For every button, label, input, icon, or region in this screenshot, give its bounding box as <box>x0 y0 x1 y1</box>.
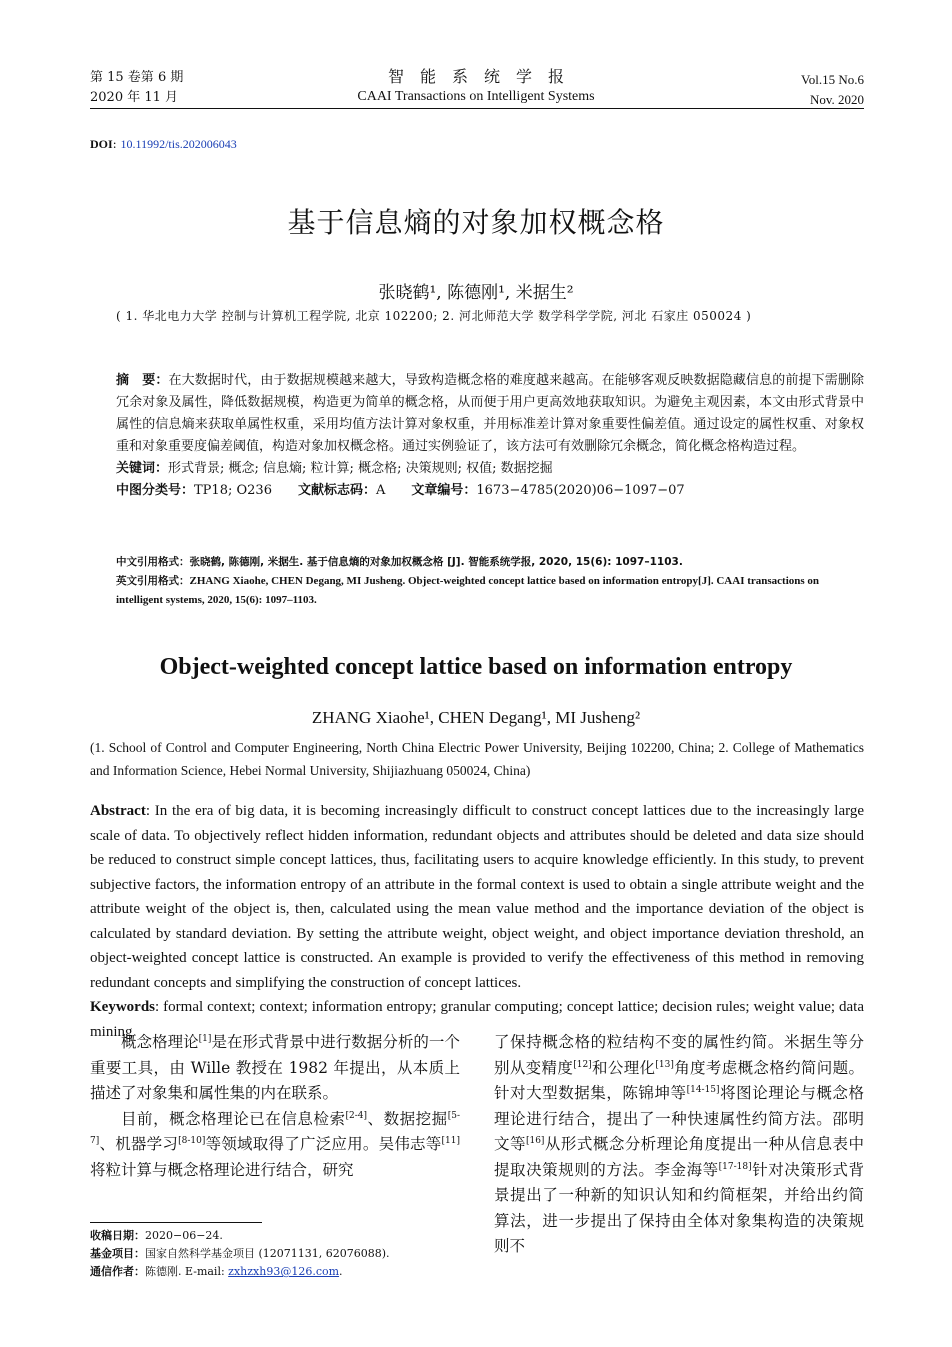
doc-code-value: A <box>375 483 386 498</box>
citation-ref[interactable]: [12] <box>573 1059 592 1070</box>
doi-line <box>90 137 237 152</box>
clc-label: 中图分类号： <box>116 483 195 498</box>
month-year: Nov. 2020 <box>809 92 864 107</box>
classification-line <box>116 480 864 502</box>
keywords-en: : formal context; context; information entropy; granular computing; concept lattice; decision rules; weight value; data mining <box>90 999 864 1040</box>
citation-en-label: 英文引用格式： <box>116 575 190 587</box>
text-run: 将图论理论与概念格理论进行结合，提出了一种快速属性约简方法。邵明文等 <box>494 1084 864 1153</box>
running-header-right <box>664 70 864 110</box>
text-run: 是在形式背景中进行数据分析的一个重要工具，由 Wille 教授在 1982 年提出，从本质上描述了对象集和属性集的内在联系。 <box>90 1033 460 1102</box>
received-date <box>90 1227 470 1245</box>
corr-value: 陈德刚. E-mail: <box>145 1265 229 1278</box>
text-run: 将粒计算与概念格理论进行结合，研究 <box>90 1160 354 1179</box>
doi-separator: : <box>112 137 121 151</box>
abstract-en-label: Abstract <box>90 803 146 819</box>
citation-ref[interactable]: [17-18] <box>718 1161 752 1172</box>
affiliation-en: (1. School of Control and Computer Engineering, North China Electric Power University, Beijing 102200, China; 2. College of Mathematics and Information Science, Hebei Normal University, Shijiazhuang 050024, China) <box>90 740 864 778</box>
citation-ref[interactable]: [5-7] <box>90 1110 460 1146</box>
paragraph-continued <box>494 1030 864 1260</box>
doi-link[interactable]: 10.11992/tis.202006043 <box>120 137 237 151</box>
article-no-label: 文章编号： <box>411 483 477 498</box>
keywords-cn-line <box>116 458 864 480</box>
body-column-left <box>90 1030 460 1183</box>
journal-name-cn: 智 能 系 统 学 报 <box>387 67 564 86</box>
email-link[interactable]: zxhzxh93@126.com <box>228 1265 340 1278</box>
corresponding-author <box>90 1263 470 1281</box>
text-run: 目前，概念格理论已在信息检索 <box>121 1109 346 1128</box>
citation-ref[interactable]: [2-4] <box>345 1110 367 1121</box>
doi-label: DOI <box>90 137 113 151</box>
abstract-cn-text: 在大数据时代，由于数据规模越来越大，导致构造概念格的难度越来越高。在能够客观反映数据隐藏信息的前提下需删除冗余对象及属性，降低数据规模，构造更为简单的概念格，从而便于用户更高效地获取知识。为避免主观因素，本文由形式背景中属性的信息熵来获取单属性权重，采用均值方法计算对象权重，并用标准差计算对象重要性偏差值。通过设定的属性权重、对象权重和对象重要度偏差阈值，构造对象加权概念格。通过实例验证了，该方法可有效删除冗余概念，简化概念格构造过程。 <box>116 373 864 454</box>
fund-info <box>90 1245 470 1263</box>
citation-block <box>116 553 864 610</box>
affiliation-cn: ( 1. 华北电力大学 控制与计算机工程学院, 北京 102200; 2. 河北师范大学 数学科学学院, 河北 石家庄 050024 ) <box>116 309 752 323</box>
citation-ref[interactable]: [8-10] <box>178 1136 206 1146</box>
abstract-cn <box>116 370 864 502</box>
citation-en-text: ZHANG Xiaohe, CHEN Degang, MI Jusheng. Object-weighted concept lattice based on information entropy[J]. CAAI transactions on intelligent systems, 2020, 15(6): 1097–1103. <box>116 575 820 606</box>
paper-title-en: Object-weighted concept lattice based on information entropy <box>159 654 793 680</box>
abstract-en-text: : In the era of big data, it is becoming increasingly difficult to construct concept lattices due to the increasingly large scale of data. To objectively reflect hidden information, redundant objects and attributes should be deleted and data size should be reduced to construct simple concept lattices, thus, facilitating users to acquire knowledge efficiently. In this study, to prevent subjective factors, the information entropy of an attribute in the formal context is used to obtain a single attribute weight and the attribute weight of the object is, then, calculated using the mean value method and the importance deviation of the object is calculated by standard deviation. By setting the attribute weight, object weight, and object importance deviation threshold, an object-weighted concept lattice is constructed. An example is provided to verify the effectiveness of this method in removing redundant concepts and simplifying the construction of concept lattices. <box>90 803 864 991</box>
publication-date: 2020 年 11 月 <box>90 90 179 105</box>
journal-name-en: CAAI Transactions on Intelligent Systems <box>357 89 595 104</box>
text-run: 、机器学习 <box>99 1135 179 1153</box>
vol-no: Vol.15 No.6 <box>801 72 864 87</box>
footnote-block <box>90 1227 470 1281</box>
citation-ref[interactable]: [14-15] <box>686 1085 720 1095</box>
doc-code-label: 文献标志码： <box>297 483 376 498</box>
text-run: 了保持概念格的粒结构不变的属性约简。米据生等分别从变精度 <box>494 1033 864 1077</box>
clc-value: TP18; O236 <box>194 483 272 498</box>
citation-ref[interactable]: [16] <box>525 1136 545 1146</box>
abstract-en <box>90 799 864 1044</box>
paper-title-cn: 基于信息熵的对象加权概念格 <box>287 206 665 239</box>
citation-en <box>116 572 864 610</box>
text-run: 等领域取得了广泛应用。吴伟志等 <box>205 1135 442 1153</box>
fund-value: 国家自然科学基金项目 (12071131, 62076088). <box>145 1247 390 1260</box>
volume-issue: 第 15 卷第 6 期 <box>90 70 184 85</box>
citation-cn <box>116 553 864 572</box>
article-no-value: 1673−4785(2020)06−1097−07 <box>476 483 685 498</box>
authors-en: ZHANG Xiaohe¹, CHEN Degang¹, MI Jusheng² <box>311 708 641 727</box>
corr-label: 通信作者： <box>90 1265 145 1278</box>
text-run: 从形式概念分析理论角度提出一种从信息表中提取决策规则的方法。李金海等 <box>494 1135 864 1179</box>
text-run: 、数据挖掘 <box>367 1109 448 1128</box>
footnote-rule <box>90 1222 262 1223</box>
paragraph-intro <box>90 1030 460 1107</box>
header-rule <box>90 108 864 109</box>
text-run: 概念格理论 <box>121 1033 199 1051</box>
authors-cn: 张晓鹤¹, 陈德刚¹, 米据生² <box>378 283 574 303</box>
received-label: 收稿日期： <box>90 1229 145 1242</box>
citation-ref[interactable]: [11] <box>441 1136 460 1146</box>
keywords-cn: 形式背景; 概念; 信息熵; 粒计算; 概念格; 决策规则; 权值; 数据挖掘 <box>168 461 553 476</box>
keywords-en-label: Keywords <box>90 999 155 1015</box>
keywords-cn-label: 关键词： <box>116 461 169 476</box>
citation-ref[interactable]: [1] <box>198 1034 212 1044</box>
text-run: 针对决策形式背景提出了一种新的知识认知和约简框架，并给出约简算法，进一步提出了保持由全体对象集构造的决策规则不 <box>494 1160 864 1255</box>
text-run: 角度考虑概念格约简问题。针对大型数据集，陈锦坤等 <box>494 1058 864 1102</box>
fund-label: 基金项目： <box>90 1247 145 1260</box>
corr-end: . <box>339 1265 343 1278</box>
paragraph-applications <box>90 1107 460 1184</box>
citation-cn-label: 中文引用格式： <box>116 556 190 568</box>
citation-cn-text: 张晓鹤, 陈德刚, 米据生. 基于信息熵的对象加权概念格 [J]. 智能系统学报, 2020, 15(6): 1097–1103. <box>189 556 683 568</box>
body-column-right <box>494 1030 864 1260</box>
text-run: 和公理化 <box>591 1058 656 1077</box>
received-value: 2020−06−24. <box>145 1229 223 1242</box>
abstract-cn-label: 摘 要： <box>116 373 169 388</box>
citation-ref[interactable]: [13] <box>655 1059 674 1070</box>
